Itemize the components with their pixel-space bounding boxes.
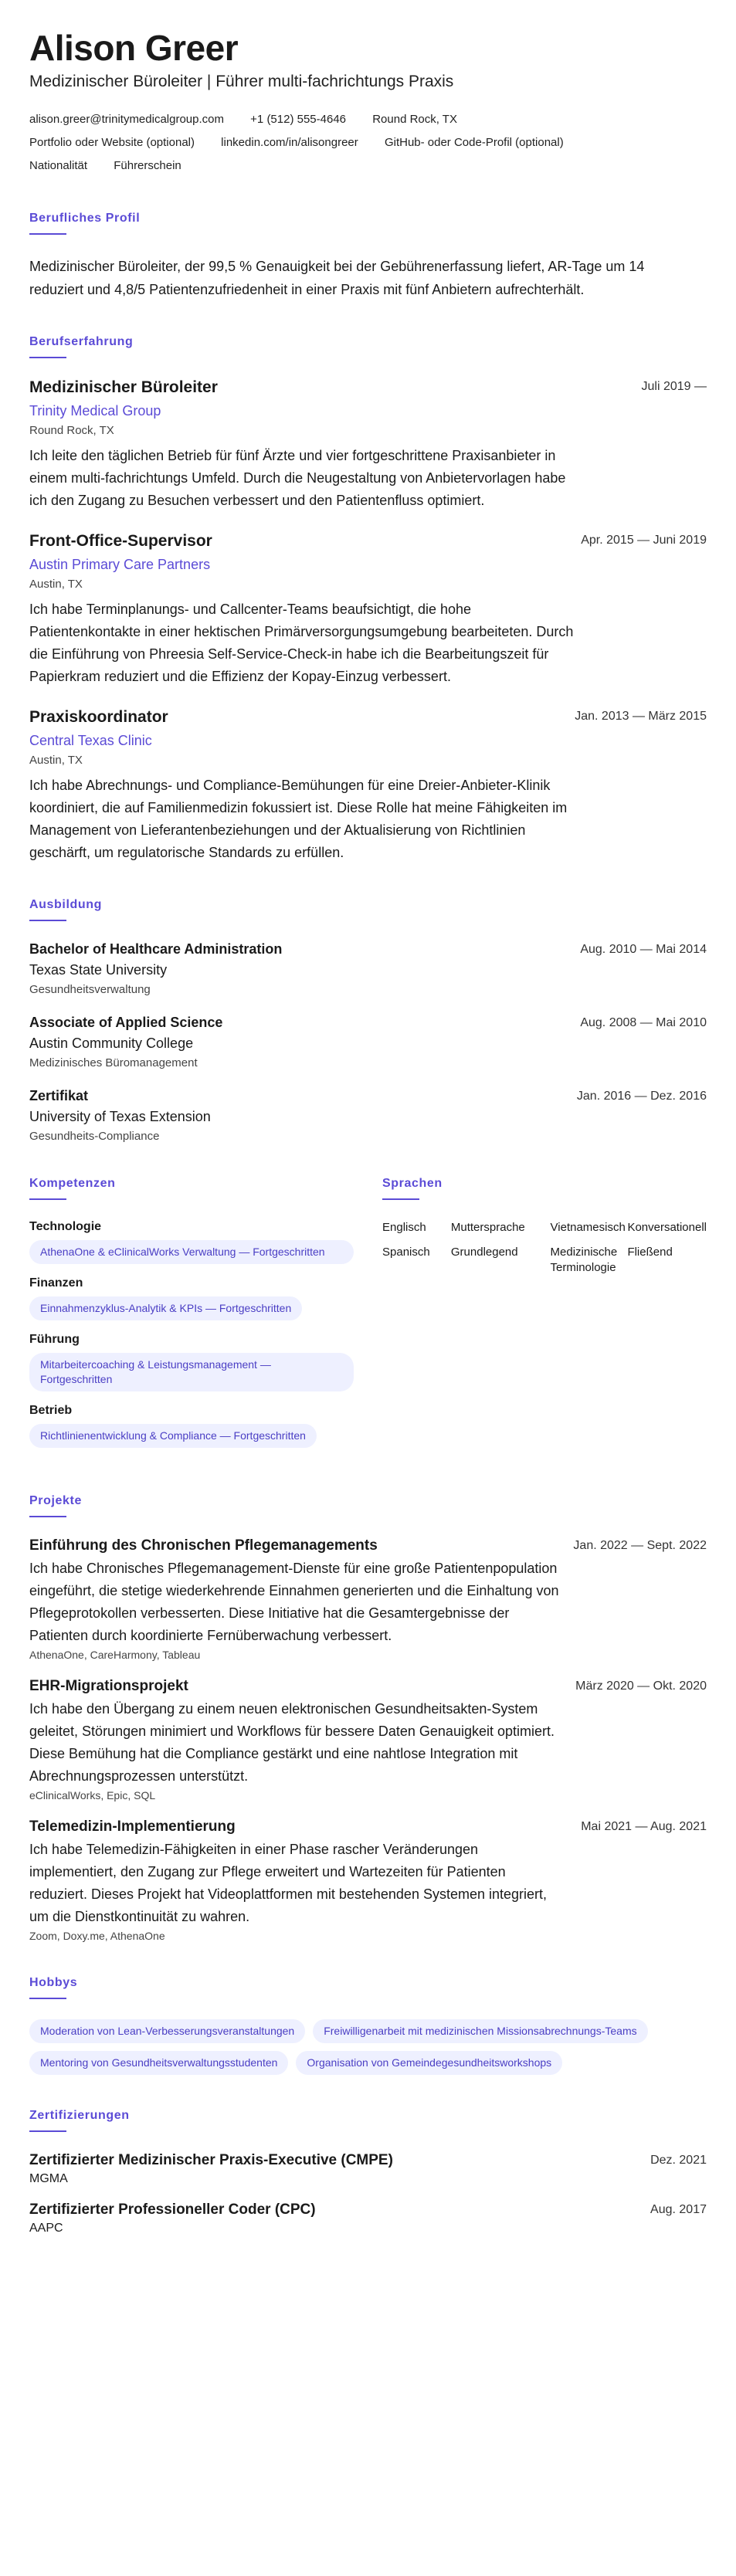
skills-section [29,1177,382,1460]
job-location: Austin, TX [29,578,83,591]
section-divider [382,1198,419,1200]
job-description: Ich leite den täglichen Betrieb für fünf Ärzte und vier fortgeschrittene Praxisanbieter in einem multi-fachrichtungs Umfeld. Durch die Neugestaltung von Anbietervorlagen habe ich den Zugang zu Besuchen verbessert und den Patientenfluss optimiert. [29,448,566,508]
certifications-section [29,2109,707,2235]
language-level: Muttersprache [450,1221,525,1234]
certification-date: Dez. 2021 [650,2154,707,2167]
certification-title: Zertifizierter Professioneller Coder (CPC) [29,2201,316,2218]
section-divider [29,233,66,235]
languages-section [382,1177,707,1460]
education-dates: Aug. 2010 — Mai 2014 [580,943,707,956]
job-dates: Jan. 2013 — März 2015 [575,710,707,723]
skill-group-title: Finanzen [29,1276,83,1290]
hobby-chips [29,2019,709,2075]
company-name: Central Texas Clinic [29,733,152,748]
job-title: Medizinischer Büroleiter [29,378,218,396]
location-text: Round Rock, TX [372,113,457,126]
contact-row-2 [29,131,707,154]
education-section [29,898,707,1143]
portfolio-link[interactable]: Portfolio oder Website (optional) [29,136,195,149]
institution-name: Austin Community College [29,1035,194,1051]
section-title: Sprachen [382,1177,443,1190]
education-entry [29,941,707,996]
phone-link[interactable]: +1 (512) 555-4646 [250,113,347,126]
project-description: Ich habe den Übergang zu einem neuen elektronischen Gesundheitsakten-System geleitet, Störungen minimiert und Workflows für bessere Daten Genauigkeit optimiert. Diese Bemühung hat die Compliance gestärkt und eine nahtlose Integration mit Abrechnungsprozessen unterstützt. [29,1701,555,1784]
project-entry [29,1678,707,1802]
project-dates: Jan. 2022 — Sept. 2022 [573,1539,707,1552]
certification-entry [29,2152,707,2186]
language-name: Medizinische Terminologie [550,1246,618,1274]
education-dates: Jan. 2016 — Dez. 2016 [576,1090,707,1103]
field-of-study: Gesundheits-Compliance [29,1130,160,1143]
section-divider [29,1516,66,1517]
nationality-text: Nationalität [29,159,88,172]
project-technologies: Zoom, Doxy.me, AthenaOne [29,1930,165,1942]
job-title: Front-Office-Supervisor [29,532,212,550]
institution-name: University of Texas Extension [29,1109,211,1124]
degree-title: Associate of Applied Science [29,1015,223,1030]
skill-group-title: Technologie [29,1220,102,1233]
hobby-chip: Moderation von Lean-Verbesserungsveranstaltungen [29,2019,305,2043]
project-dates: Mai 2021 — Aug. 2021 [581,1820,707,1833]
language-level: Konversationell [627,1221,707,1234]
job-entry [29,532,707,688]
project-description: Ich habe Telemedizin-Fähigkeiten in einer Phase rascher Veränderungen implementiert, den Zugang zur Pflege erweitert und Wartezeiten für Patienten reduziert. Dieses Projekt hat Videoplattformen mit bestehenden Systemen integriert, um die Dienstkontinuität zu wahren. [29,1842,548,1924]
section-title: Hobbys [29,1976,78,1989]
certification-date: Aug. 2017 [650,2203,707,2216]
field-of-study: Medizinisches Büromanagement [29,1056,198,1069]
email-link[interactable]: alison.greer@trinitymedicalgroup.com [29,113,224,126]
degree-title: Bachelor of Healthcare Administration [29,941,283,957]
project-technologies: AthenaOne, CareHarmony, Tableau [29,1649,201,1661]
skill-group [29,1220,353,1264]
field-of-study: Gesundheitsverwaltung [29,983,151,996]
job-entry [29,708,707,864]
section-divider [29,1998,66,1999]
languages-table [382,1220,707,1285]
project-entry [29,1818,707,1942]
project-title: EHR-Migrationsprojekt [29,1678,188,1694]
section-divider [29,2130,66,2132]
section-title: Kompetenzen [29,1177,116,1190]
section-divider [29,920,66,921]
project-technologies: eClinicalWorks, Epic, SQL [29,1789,156,1802]
degree-title: Zertifikat [29,1088,89,1103]
github-link[interactable]: GitHub- oder Code-Profil (optional) [384,136,564,149]
experience-section [29,335,707,864]
job-location: Round Rock, TX [29,424,114,437]
job-entry [29,378,707,512]
hobby-chip: Mentoring von Gesundheitsverwaltungsstudenten [29,2051,288,2075]
contact-row-1 [29,108,707,131]
job-description: Ich habe Terminplanungs- und Callcenter-Teams beaufsichtigt, die hohe Patientenkontakte in einer hektischen Primärversorgungsumgebung bearbeiteten. Durch die Einführung von Phreesia Self-Service-Check-in habe ich die Bearbeitungszeit für Papierkram reduziert und die Effizienz der Kopay-Einzug verbessert. [29,602,574,684]
linkedin-link[interactable]: linkedin.com/in/alisongreer [221,136,358,149]
certification-issuer: MGMA [29,2172,68,2185]
company-name: Austin Primary Care Partners [29,557,211,572]
language-name: Englisch [382,1221,426,1234]
skill-group-title: Betrieb [29,1404,73,1417]
job-dates: Apr. 2015 — Juni 2019 [581,534,707,547]
language-name: Vietnamesisch [550,1221,626,1234]
project-title: Einführung des Chronischen Pflegemanagements [29,1537,378,1554]
skills-languages-row [29,1177,707,1460]
company-name: Trinity Medical Group [29,403,161,419]
project-title: Telemedizin-Implementierung [29,1818,236,1835]
job-dates: Juli 2019 — [641,380,707,393]
skill-group-title: Führung [29,1333,80,1346]
section-divider [29,1198,66,1200]
skill-chip: Mitarbeitercoaching & Leistungsmanagement — Fortgeschritten [29,1353,354,1391]
project-entry [29,1537,707,1661]
hobby-chip: Organisation von Gemeindegesundheitsworkshops [296,2051,562,2075]
section-title: Berufliches Profil [29,212,141,225]
skill-chip: Richtlinienentwicklung & Compliance — Fortgeschritten [29,1424,317,1448]
project-description: Ich habe Chronisches Pflegemanagement-Dienste für eine große Patientenpopulation eingeführt, die stetige wiederkehrende Einnahmen generierten und die Einhaltung von Pflegeprotokollen verbesserten. Diese Initiative hat die Gesamtergebnisse der Patienten durch koordinierte Fernüberwachung verbessert. [29,1561,559,1643]
profile-section [29,212,707,301]
candidate-name: Alison Greer [29,28,239,68]
job-title: Praxiskoordinator [29,708,168,726]
section-title: Ausbildung [29,898,102,911]
skill-group [29,1276,353,1320]
hobbies-section [29,1976,707,2075]
contact-row-3 [29,154,707,178]
language-level: Fließend [627,1246,673,1259]
job-description: Ich habe Abrechnungs- und Compliance-Bemühungen für eine Dreier-Anbieter-Klinik koordiniert, die auf Familienmedizin fokussiert ist. Diese Rolle hat meine Fähigkeiten im Management von Lieferantenbeziehungen und der Aktualisierung von Richtlinien geschärft, um regulatorische Standards zu erfüllen. [29,778,568,860]
education-dates: Aug. 2008 — Mai 2010 [580,1016,707,1029]
skill-group [29,1333,353,1391]
certification-entry [29,2201,707,2235]
skill-group [29,1404,353,1448]
language-level: Grundlegend [450,1246,518,1259]
section-title: Zertifizierungen [29,2109,130,2122]
projects-section [29,1494,707,1942]
hobby-chip: Freiwilligenarbeit mit medizinischen Missionsabrechnungs-Teams [313,2019,647,2043]
section-divider [29,357,66,358]
skill-chip: AthenaOne & eClinicalWorks Verwaltung — Fortgeschritten [29,1240,354,1264]
project-dates: März 2020 — Okt. 2020 [575,1679,707,1693]
headline: Medizinischer Büroleiter | Führer multi-fachrichtungs Praxis [29,73,454,90]
license-text: Führerschein [114,159,181,172]
language-name: Spanisch [382,1246,430,1259]
section-title: Projekte [29,1494,82,1507]
section-title: Berufserfahrung [29,335,134,348]
certification-issuer: AAPC [29,2222,63,2235]
certification-title: Zertifizierter Medizinischer Praxis-Executive (CMPE) [29,2152,393,2168]
skill-chip: Einnahmenzyklus-Analytik & KPIs — Fortgeschritten [29,1296,302,1320]
education-entry [29,1015,707,1069]
job-location: Austin, TX [29,754,83,767]
institution-name: Texas State University [29,962,168,978]
education-entry [29,1088,707,1143]
profile-text: Medizinischer Büroleiter, der 99,5 % Genauigkeit bei der Gebührenerfassung liefert, AR-Tage um 14 reduziert und 4,8/5 Patientenzufriedenheit in einer Praxis mit fünf Anbietern aufrechterhält. [29,259,645,297]
